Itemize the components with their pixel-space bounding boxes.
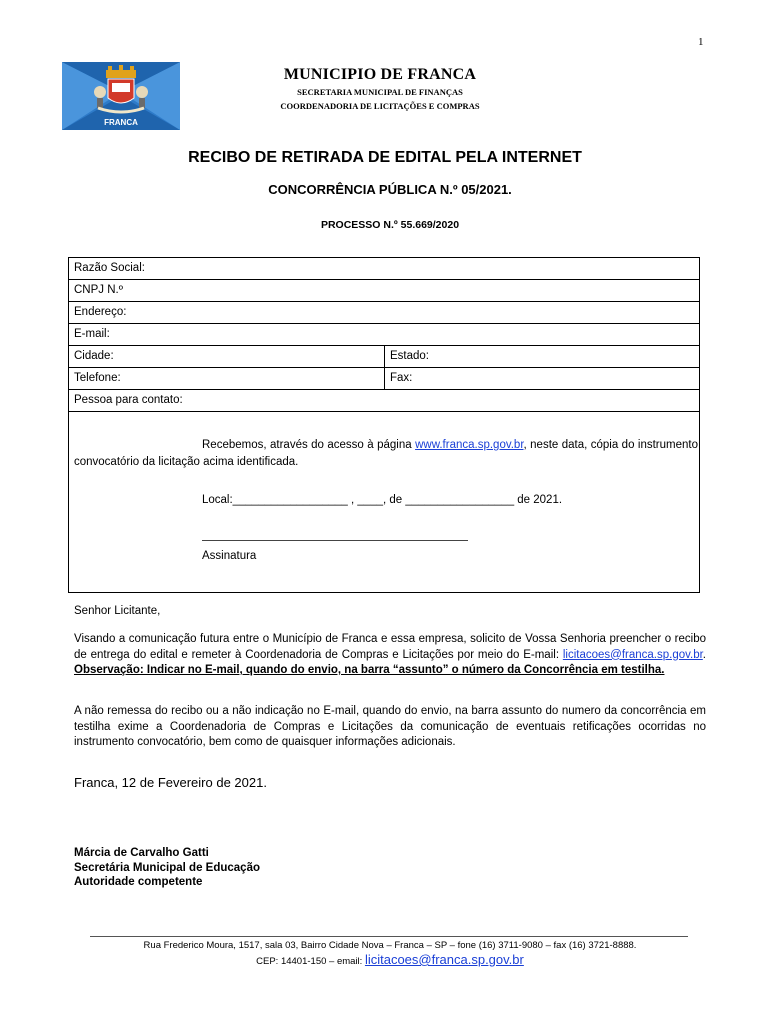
site-link[interactable]: www.franca.sp.gov.br (415, 439, 524, 451)
footer-address: Rua Frederico Moura, 1517, sala 03, Bairro Cidade Nova – Franca – SP – fone (16) 3711-9080 – fax (16) 3721-8888. (143, 940, 637, 951)
signature-block (74, 846, 260, 890)
cnpj-label: CNPJ N.º (74, 284, 123, 296)
document-title: RECIBO DE RETIRADA DE EDITAL PELA INTERNET (188, 149, 582, 166)
form-row-email[interactable] (69, 324, 699, 346)
instruction-text: Visando a comunicação futura entre o Município de Franca e essa empresa, solicito de Vossa Senhoria preencher o recibo de entrega do edital e remeter à Coordenadoria de Compras e Licitações por meio do E-mail: (74, 633, 706, 661)
receipt-text-before-link: Recebemos, através do acesso à página (202, 439, 416, 451)
form-row-telefone-fax[interactable] (69, 368, 699, 390)
page-number: 1 (698, 36, 704, 48)
signer-name: Márcia de Carvalho Gatti (74, 847, 209, 859)
logo-label: FRANCA (104, 118, 138, 127)
salutation: Senhor Licitante, (74, 605, 161, 617)
footer-divider (90, 936, 688, 937)
estado-label: Estado: (384, 346, 429, 367)
pessoa-contato-label: Pessoa para contato: (74, 394, 183, 406)
receipt-statement (74, 437, 698, 471)
coordenadoria-name: COORDENADORIA DE LICITAÇÕES E COMPRAS (280, 101, 480, 111)
fax-label: Fax: (384, 368, 412, 389)
footer-email-link[interactable]: licitacoes@franca.sp.gov.br (364, 952, 524, 967)
franca-flag-logo (62, 62, 180, 130)
document-subtitle: CONCORRÊNCIA PÚBLICA N.º 05/2021. (268, 182, 512, 197)
receipt-text-after-link: , neste data, cópia do instrumento convocatório da licitação acima identificada. (74, 439, 698, 468)
letterhead (180, 66, 580, 111)
form-row-razao-social[interactable] (69, 258, 699, 280)
municipality-title: MUNICIPIO DE FRANCA (283, 66, 477, 83)
form-row-cnpj[interactable] (69, 280, 699, 302)
razao-social-label: Razão Social: (74, 262, 145, 274)
instruction-period: . (702, 648, 706, 661)
receipt-form (68, 257, 700, 593)
endereco-label: Endereço: (74, 306, 127, 318)
observacao-note: Observação: Indicar no E-mail, quando do envio, na barra “assunto” o número da Concorrência em testilha. (74, 664, 665, 676)
warning-paragraph: A não remessa do recibo ou a não indicação no E-mail, quando do envio, na barra assunto do numero da concorrência em testilha exime a Coordenadoria de Compras e Licitações da comunicação de eventuais retificações ocorridas no instrumento convocatório, bem como de quaisquer informações adicionais. (74, 705, 706, 748)
signer-role: Secretária Municipal de Educação (74, 861, 260, 874)
email-label: E-mail: (74, 328, 110, 340)
form-row-cidade-estado[interactable] (69, 346, 699, 368)
process-number: PROCESSO N.º 55.669/2020 (320, 219, 460, 231)
telefone-label: Telefone: (74, 372, 121, 384)
local-date-line: Local:__________________ , ____, de _________________ de 2021. (202, 494, 563, 506)
signature-line (202, 540, 468, 541)
footer-contact (0, 952, 770, 967)
cidade-label: Cidade: (74, 350, 114, 362)
instruction-paragraph (74, 632, 706, 679)
form-row-endereco[interactable] (69, 302, 699, 324)
letter-date: Franca, 12 de Fevereiro de 2021. (74, 775, 267, 790)
secretaria-name: SECRETARIA MUNICIPAL DE FINANÇAS (297, 87, 463, 97)
form-row-pessoa-contato[interactable] (69, 390, 699, 412)
footer-cep: CEP: 14401-150 – email: (256, 956, 365, 967)
signature-label: Assinatura (202, 550, 257, 562)
email-link[interactable]: licitacoes@franca.sp.gov.br (562, 648, 703, 661)
signer-authority: Autoridade competente (74, 876, 203, 888)
